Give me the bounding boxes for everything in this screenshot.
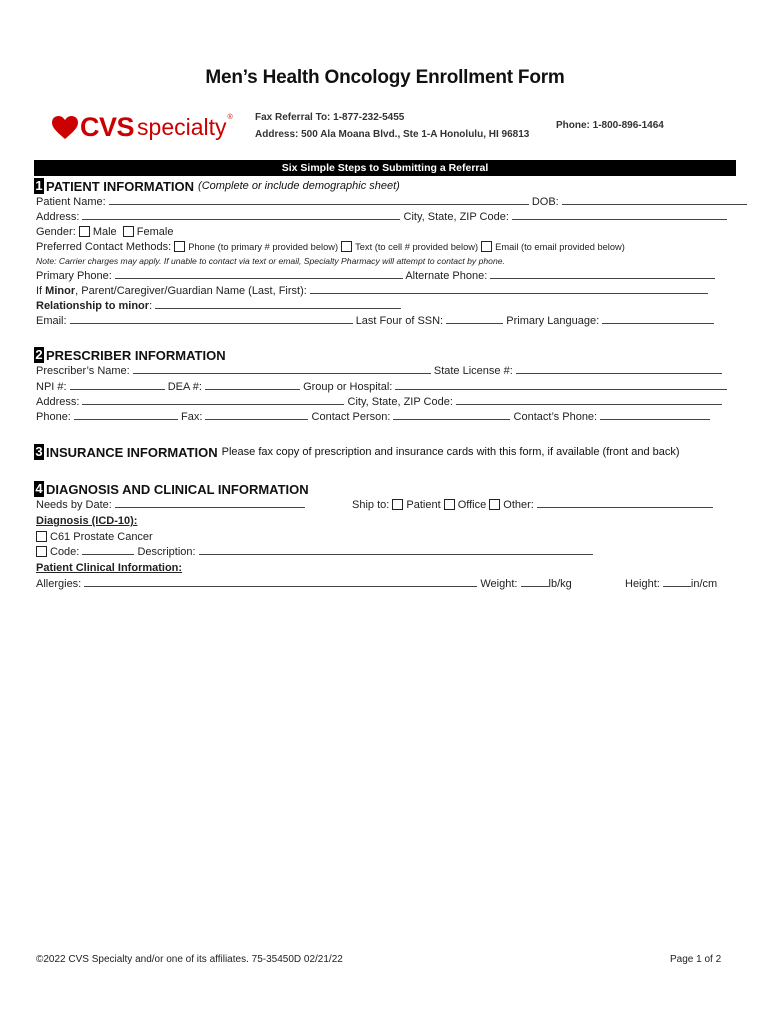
section-number: 4	[35, 481, 43, 496]
office-checkbox[interactable]	[444, 499, 455, 510]
height-row	[625, 578, 717, 590]
language-field[interactable]	[602, 315, 714, 324]
c61-label: C61 Prostate Cancer	[50, 531, 153, 543]
section-subtitle: (Complete or include demographic sheet)	[198, 180, 400, 192]
height-field[interactable]	[663, 578, 691, 587]
section-number: 3	[35, 444, 43, 459]
alt-phone-label: Alternate Phone:	[405, 270, 488, 282]
patient-name-row	[36, 196, 747, 208]
pref-contact-label: Preferred Contact Methods:	[36, 241, 172, 253]
allergies-field[interactable]	[84, 578, 477, 587]
phone-label: Phone:	[36, 411, 71, 423]
alt-phone-field[interactable]	[490, 270, 715, 279]
clinical-heading: Patient Clinical Information:	[36, 562, 183, 574]
city-label: City, State, ZIP Code:	[403, 211, 509, 223]
city-field[interactable]	[456, 396, 722, 405]
parent-label: , Parent/Caregiver/Guardian Name (Last, First):	[75, 285, 307, 297]
minor-label: Minor	[45, 285, 76, 297]
patient-label: Patient	[406, 499, 441, 511]
group-field[interactable]	[395, 381, 727, 390]
opt-text-label: Text (to cell # provided below)	[355, 242, 479, 252]
npi-row	[36, 381, 727, 393]
opt-phone-label: Phone (to primary # provided below)	[188, 242, 339, 252]
section-title: PATIENT INFORMATION	[46, 178, 195, 194]
relationship-field[interactable]	[155, 300, 401, 309]
dob-field[interactable]	[562, 196, 747, 205]
steps-bar: Six Simple Steps to Submitting a Referral	[34, 160, 736, 176]
logo-brand: CVS	[80, 112, 135, 142]
description-field[interactable]	[199, 546, 593, 555]
patient-name-label: Patient Name:	[36, 196, 106, 208]
language-label: Primary Language:	[506, 315, 600, 327]
dea-field[interactable]	[205, 381, 300, 390]
needs-by-row	[36, 499, 305, 511]
ssn-label: Last Four of SSN:	[355, 315, 444, 327]
ship-to-label: Ship to:	[352, 499, 390, 511]
license-label: State License #:	[433, 365, 513, 377]
weight-unit: lb/kg	[548, 578, 572, 590]
prescriber-phone-row	[36, 411, 710, 423]
logo-reg: ®	[227, 114, 233, 121]
needs-by-field[interactable]	[115, 499, 305, 508]
text-checkbox[interactable]	[341, 241, 352, 252]
dob-label: DOB:	[531, 196, 559, 208]
form-title: Men’s Health Oncology Enrollment Form	[205, 67, 565, 88]
dea-label: DEA #:	[167, 381, 202, 393]
city-label: City, State, ZIP Code:	[347, 396, 453, 408]
gender-label: Gender:	[36, 226, 76, 238]
prescriber-row	[36, 365, 722, 377]
email-row	[36, 315, 714, 327]
cvs-specialty-logo	[52, 112, 233, 143]
code-row	[36, 546, 593, 558]
if-label: If	[36, 285, 46, 297]
c61-row	[36, 531, 153, 543]
carrier-note: Note: Carrier charges may apply. If unable to contact via text or email, Specialty Pharmacy will attempt to contact by phone.	[36, 256, 505, 266]
address-field[interactable]	[82, 396, 344, 405]
address-field[interactable]	[82, 211, 400, 220]
contact-field[interactable]	[393, 411, 510, 420]
minor-row	[36, 285, 708, 297]
fax-field[interactable]	[205, 411, 308, 420]
height-unit: in/cm	[690, 578, 718, 590]
section-3-header	[34, 444, 680, 460]
email-checkbox[interactable]	[481, 241, 492, 252]
contact-label: Contact Person:	[311, 411, 391, 423]
code-field[interactable]	[82, 546, 134, 555]
contact-methods-row	[36, 241, 625, 253]
logo-suffix: specialty	[137, 114, 227, 140]
gender-row	[36, 226, 173, 238]
email-label: Email:	[36, 315, 67, 327]
address-label: Address:	[36, 396, 80, 408]
ssn-field[interactable]	[446, 315, 503, 324]
weight-field[interactable]	[521, 578, 549, 587]
license-field[interactable]	[516, 365, 722, 374]
female-checkbox[interactable]	[123, 226, 134, 237]
city-field[interactable]	[512, 211, 727, 220]
patient-address-row	[36, 211, 727, 223]
other-label: Other:	[503, 499, 534, 511]
section-4-header	[34, 481, 309, 497]
needs-by-label: Needs by Date:	[36, 499, 112, 511]
allergies-label: Allergies:	[36, 578, 82, 590]
weight-label: Weight:	[480, 578, 518, 590]
patient-name-field[interactable]	[109, 196, 529, 205]
opt-email-label: Email (to email provided below)	[495, 242, 625, 252]
phone-checkbox[interactable]	[174, 241, 185, 252]
allergies-row	[36, 578, 572, 590]
male-label: Male	[92, 226, 117, 238]
pharmacy-phone: Phone: 1-800-896-1464	[556, 120, 664, 131]
fax-label: Fax:	[181, 411, 203, 423]
npi-label: NPI #:	[36, 381, 67, 393]
other-field[interactable]	[537, 499, 713, 508]
contact-phone-field[interactable]	[600, 411, 710, 420]
other-checkbox[interactable]	[489, 499, 500, 510]
phone-row	[36, 270, 715, 282]
phone-field[interactable]	[74, 411, 178, 420]
parent-field[interactable]	[310, 285, 708, 294]
c61-checkbox[interactable]	[36, 531, 47, 542]
contact-phone-label: Contact’s Phone:	[513, 411, 598, 423]
address-label: Address:	[36, 211, 80, 223]
footer-copyright: ©2022 CVS Specialty and/or one of its affiliates. 75-35450D 02/21/22	[36, 954, 343, 965]
heart-icon	[52, 116, 78, 140]
npi-field[interactable]	[70, 381, 165, 390]
primary-phone-field[interactable]	[115, 270, 403, 279]
office-label: Office	[457, 499, 487, 511]
pharmacy-address: Address: 500 Ala Moana Blvd., Ste 1-A Honolulu, HI 96813	[255, 129, 530, 140]
prescriber-field[interactable]	[133, 365, 431, 374]
primary-phone-label: Primary Phone:	[36, 270, 112, 282]
section-title: PRESCRIBER INFORMATION	[46, 347, 226, 363]
female-label: Female	[136, 226, 174, 238]
page-number: Page 1 of 2	[670, 954, 722, 965]
description-label: Description:	[137, 546, 196, 558]
email-field[interactable]	[70, 315, 353, 324]
prescriber-label: Prescriber’s Name:	[36, 365, 130, 377]
diagnosis-heading: Diagnosis (ICD-10):	[36, 515, 138, 527]
fax-referral: Fax Referral To: 1-877-232-5455	[255, 112, 405, 123]
ship-to-row	[352, 499, 713, 511]
section-title: DIAGNOSIS AND CLINICAL INFORMATION	[46, 481, 309, 497]
relationship-label: Relationship to minor	[36, 300, 150, 312]
section-title: INSURANCE INFORMATION	[46, 444, 218, 460]
patient-checkbox[interactable]	[392, 499, 403, 510]
section-subtitle: Please fax copy of prescription and insurance cards with this form, if available (front and back)	[221, 446, 680, 458]
section-number: 2	[35, 347, 43, 362]
relationship-row: Relationship to minor:	[36, 300, 401, 312]
section-1-header	[34, 178, 400, 194]
height-label: Height:	[625, 578, 660, 590]
section-2-header	[34, 347, 226, 363]
group-label: Group or Hospital:	[303, 381, 393, 393]
code-label: Code:	[50, 546, 80, 558]
prescriber-address-row	[36, 396, 722, 408]
code-checkbox[interactable]	[36, 546, 47, 557]
section-number: 1	[35, 178, 43, 193]
male-checkbox[interactable]	[79, 226, 90, 237]
